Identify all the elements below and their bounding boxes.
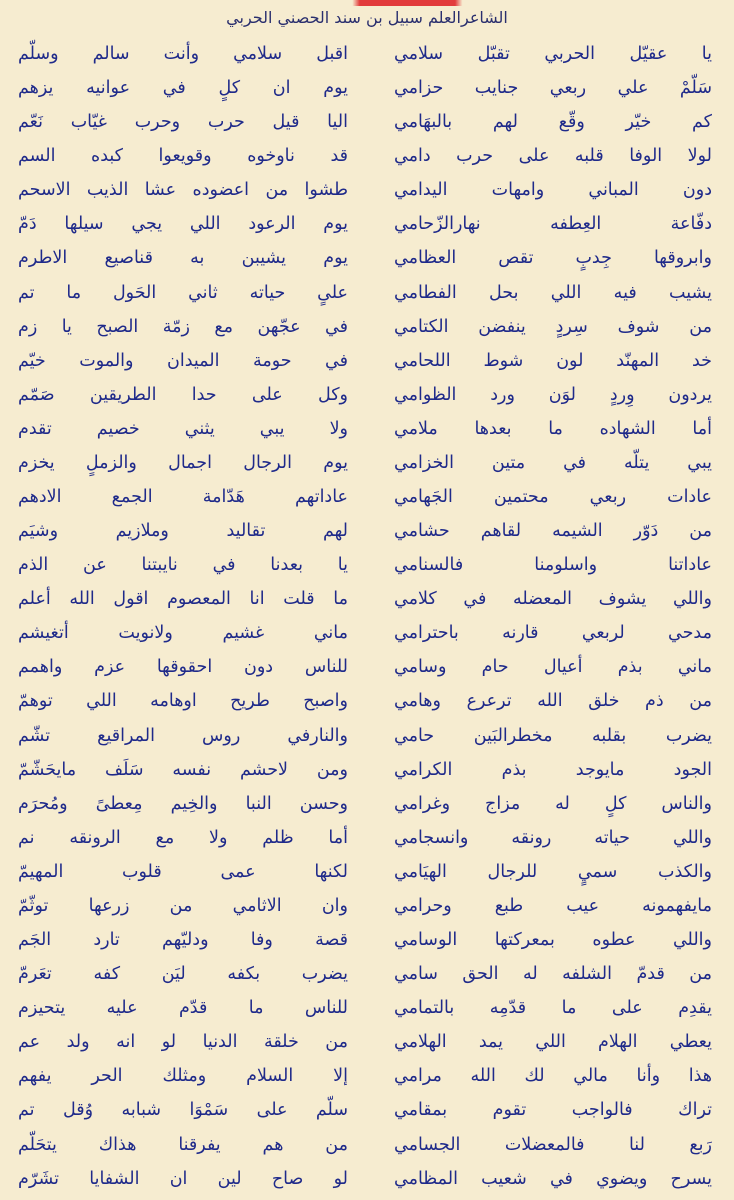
verse-row	[12, 379, 722, 412]
verse-first-hemistich: يضرب بقلبه مخطرالبَين حامي	[394, 725, 712, 746]
verse-row	[12, 1026, 722, 1059]
verse-first-hemistich: هذا وأنا مالي لك الله مرامي	[394, 1066, 712, 1087]
verse-second-hemistich: يوم الرجال اجمال والزملٍ يخزم	[18, 452, 348, 473]
verse-second-hemistich: يضرب بكفه ليَن كفه تعَرمّ	[18, 964, 348, 985]
verse-second-hemistich: لكنها عمى قلوب المهيمّ	[18, 861, 348, 882]
verse-row	[12, 720, 722, 753]
verse-first-hemistich: يردون وِردٍ لوَن ورد الظوامي	[394, 384, 712, 405]
verse-row	[12, 754, 722, 787]
verse-first-hemistich: الجود مايوجد بذم الكرامي	[394, 759, 712, 780]
verse-row	[12, 481, 722, 514]
verse-row	[12, 1060, 722, 1093]
verse-second-hemistich: ولا يبي يثني خصيم تقدم	[18, 418, 348, 439]
verse-first-hemistich: من قدمّ الشلفه له الحق سامي	[394, 964, 712, 985]
verse-row	[12, 685, 722, 718]
verse-row	[12, 242, 722, 275]
verse-second-hemistich: اقبل سلامي وأنت سالم وسلّم	[18, 44, 348, 64]
verse-first-hemistich: يشيب فيه اللي بحل الفطامي	[394, 282, 712, 303]
verse-row	[12, 822, 722, 855]
verse-first-hemistich: يعطي الهلام اللي يمد الهلامي	[394, 1032, 712, 1053]
verse-first-hemistich: مدحي لربعي قارنه باحترامي	[394, 623, 712, 644]
verse-first-hemistich: والكذب سميٍ للرجال الهيَامي	[394, 861, 712, 882]
verse-row	[12, 617, 722, 650]
verse-row	[12, 208, 722, 241]
verse-first-hemistich: لولا الوفا قلبه على حرب دامي	[394, 146, 712, 167]
verse-second-hemistich: قصة وفا ودليّهم تارد الجَم	[18, 930, 348, 951]
verse-second-hemistich: للناس دون احقوقها عزم واهمم	[18, 657, 348, 678]
poem-title: الشاعرالعلم سبيل بن سند الحصني الحربي	[226, 8, 508, 27]
verse-second-hemistich: وكل على حدا الطريقين صَمّم	[18, 384, 348, 405]
verse-first-hemistich: دفّاعة العِطفه نهارالزّحامي	[394, 214, 712, 235]
verse-row	[12, 447, 722, 480]
verse-second-hemistich: علىٍ حياته ثاني الحَول ما تم	[18, 282, 348, 303]
verse-first-hemistich: رَبع لنا فالمعضلات الجسامي	[394, 1134, 712, 1155]
verse-row	[12, 174, 722, 207]
verse-second-hemistich: ما قلت انا المعصوم اقول الله أعلم	[18, 589, 348, 610]
verse-first-hemistich: والناس كلٍ له مزاج وغرامي	[394, 793, 712, 814]
verse-second-hemistich: إلا السلام ومثلك الحر يفهم	[18, 1066, 348, 1087]
verse-first-hemistich: يبي يتلّه في متين الخزامي	[394, 452, 712, 473]
verse-first-hemistich: عادات ربعي محتمين الجَهامي	[394, 487, 712, 508]
verse-row	[12, 651, 722, 684]
verse-first-hemistich: سَلّمْ علي ربعي جنايب حزامي	[394, 78, 712, 99]
verse-second-hemistich: واصبح طريح اوهامه اللي توهمّ	[18, 691, 348, 712]
verse-first-hemistich: يسرح ويضوي في شعيب المظامي	[394, 1168, 712, 1189]
verse-row	[12, 583, 722, 616]
verse-first-hemistich: من شوف سِردٍ ينفضن الكتامي	[394, 316, 712, 337]
verse-first-hemistich: من دَوّر الشيمه لقاهم حشامي	[394, 521, 712, 542]
verse-second-hemistich: يوم الرعود اللي يجي سيلها دَمّ	[18, 214, 348, 235]
verse-second-hemistich: ماني غشيم ولانويت أتغيشم	[18, 623, 348, 644]
verse-second-hemistich: لهم تقاليد وملازيم وشيَم	[18, 521, 348, 542]
verse-row	[12, 1094, 722, 1127]
verse-second-hemistich: اليا قيل حرب وحرب غيّاب نَعّم	[18, 112, 348, 133]
verse-first-hemistich: واللي حياته رونقه وانسجامي	[394, 827, 712, 848]
verse-second-hemistich: في حومة الميدان والموت خيّم	[18, 350, 348, 371]
verse-second-hemistich: قد ناوخوه وقويعوا كبده السم	[18, 146, 348, 167]
verse-row	[12, 958, 722, 991]
verse-first-hemistich: يا عقيّل الحربي تقبّل سلامي	[394, 44, 712, 64]
verse-second-hemistich: عاداتهم هَدّامة الجمع الادهم	[18, 487, 348, 508]
verse-row	[12, 38, 722, 71]
verse-second-hemistich: يوم ان كلٍ في عوانيه يزهم	[18, 78, 348, 99]
verse-second-hemistich: في عجّهن مع زمّة الصبح يا زم	[18, 316, 348, 337]
verse-first-hemistich: واللي يشوف المعضله في كلامي	[394, 589, 712, 610]
verse-second-hemistich: يا بعدنا في نايبتنا عن الذم	[18, 555, 348, 576]
poem-body	[12, 38, 722, 1196]
verse-row	[12, 277, 722, 310]
verse-row	[12, 890, 722, 923]
verse-second-hemistich: سلّم على سَمْوَا شبابه وُقل تم	[18, 1100, 348, 1121]
verse-first-hemistich: عاداتنا واسلومنا فالسنامي	[394, 555, 712, 576]
verse-first-hemistich: مايفهمونه عيب طبع وحرامي	[394, 895, 712, 916]
verse-second-hemistich: وان الاثامي من زرعها توثّمّ	[18, 895, 348, 916]
verse-first-hemistich: من ذم خلق الله ترعرع وهامي	[394, 691, 712, 712]
verse-first-hemistich: وابروقها جِدبٍ تقص العظامي	[394, 248, 712, 269]
verse-row	[12, 1129, 722, 1162]
verse-second-hemistich: وحسن النبا والخِيم مِعطىً ومُحرَم	[18, 793, 348, 814]
verse-first-hemistich: يقدِم على ما قدّمِه بالتمامي	[394, 998, 712, 1019]
verse-second-hemistich: للناس ما قدّم عليه يتحيزم	[18, 998, 348, 1019]
verse-row	[12, 72, 722, 105]
verse-second-hemistich: يوم يشيبن به قناصيع الاطرم	[18, 248, 348, 269]
verse-row	[12, 1163, 722, 1196]
verse-row	[12, 856, 722, 889]
verse-row	[12, 311, 722, 344]
verse-second-hemistich: من هم يفرقنا هذاك يتحَلّم	[18, 1134, 348, 1155]
verse-second-hemistich: والنارفي روس المراقيع تشّم	[18, 725, 348, 746]
verse-first-hemistich: أما الشهاده ما بعدها ملامي	[394, 418, 712, 439]
verse-second-hemistich: طشوا من اعضوده عشا الذيب الاسحم	[18, 180, 348, 201]
verse-row	[12, 924, 722, 957]
verse-second-hemistich: أما ظلم ولا مع الرونقه نم	[18, 827, 348, 848]
verse-first-hemistich: ماني بذم أعيال حام وسامي	[394, 657, 712, 678]
verse-first-hemistich: واللي عطوه بمعركتها الوسامي	[394, 930, 712, 951]
verse-row	[12, 515, 722, 548]
verse-row	[12, 413, 722, 446]
verse-row	[12, 549, 722, 582]
verse-second-hemistich: من خلقة الدنيا لو انه ولد عم	[18, 1032, 348, 1053]
verse-second-hemistich: لو صاح لين ان الشفايا تشَرّم	[18, 1168, 348, 1189]
top-strip	[0, 0, 734, 6]
verse-first-hemistich: دون المباني وامهات اليدامي	[394, 180, 712, 201]
verse-row	[12, 992, 722, 1025]
verse-first-hemistich: كم خيّر وقّع لهم بالبهَامي	[394, 112, 712, 133]
verse-row	[12, 140, 722, 173]
verse-row	[12, 788, 722, 821]
verse-second-hemistich: ومن لاحشم نفسه سَلَف مايحَشّمّ	[18, 759, 348, 780]
verse-row	[12, 345, 722, 378]
verse-first-hemistich: تراك فالواجب تقوم بمقامي	[394, 1100, 712, 1121]
verse-first-hemistich: خد المهنّد لون شوط اللحامي	[394, 350, 712, 371]
verse-row	[12, 106, 722, 139]
